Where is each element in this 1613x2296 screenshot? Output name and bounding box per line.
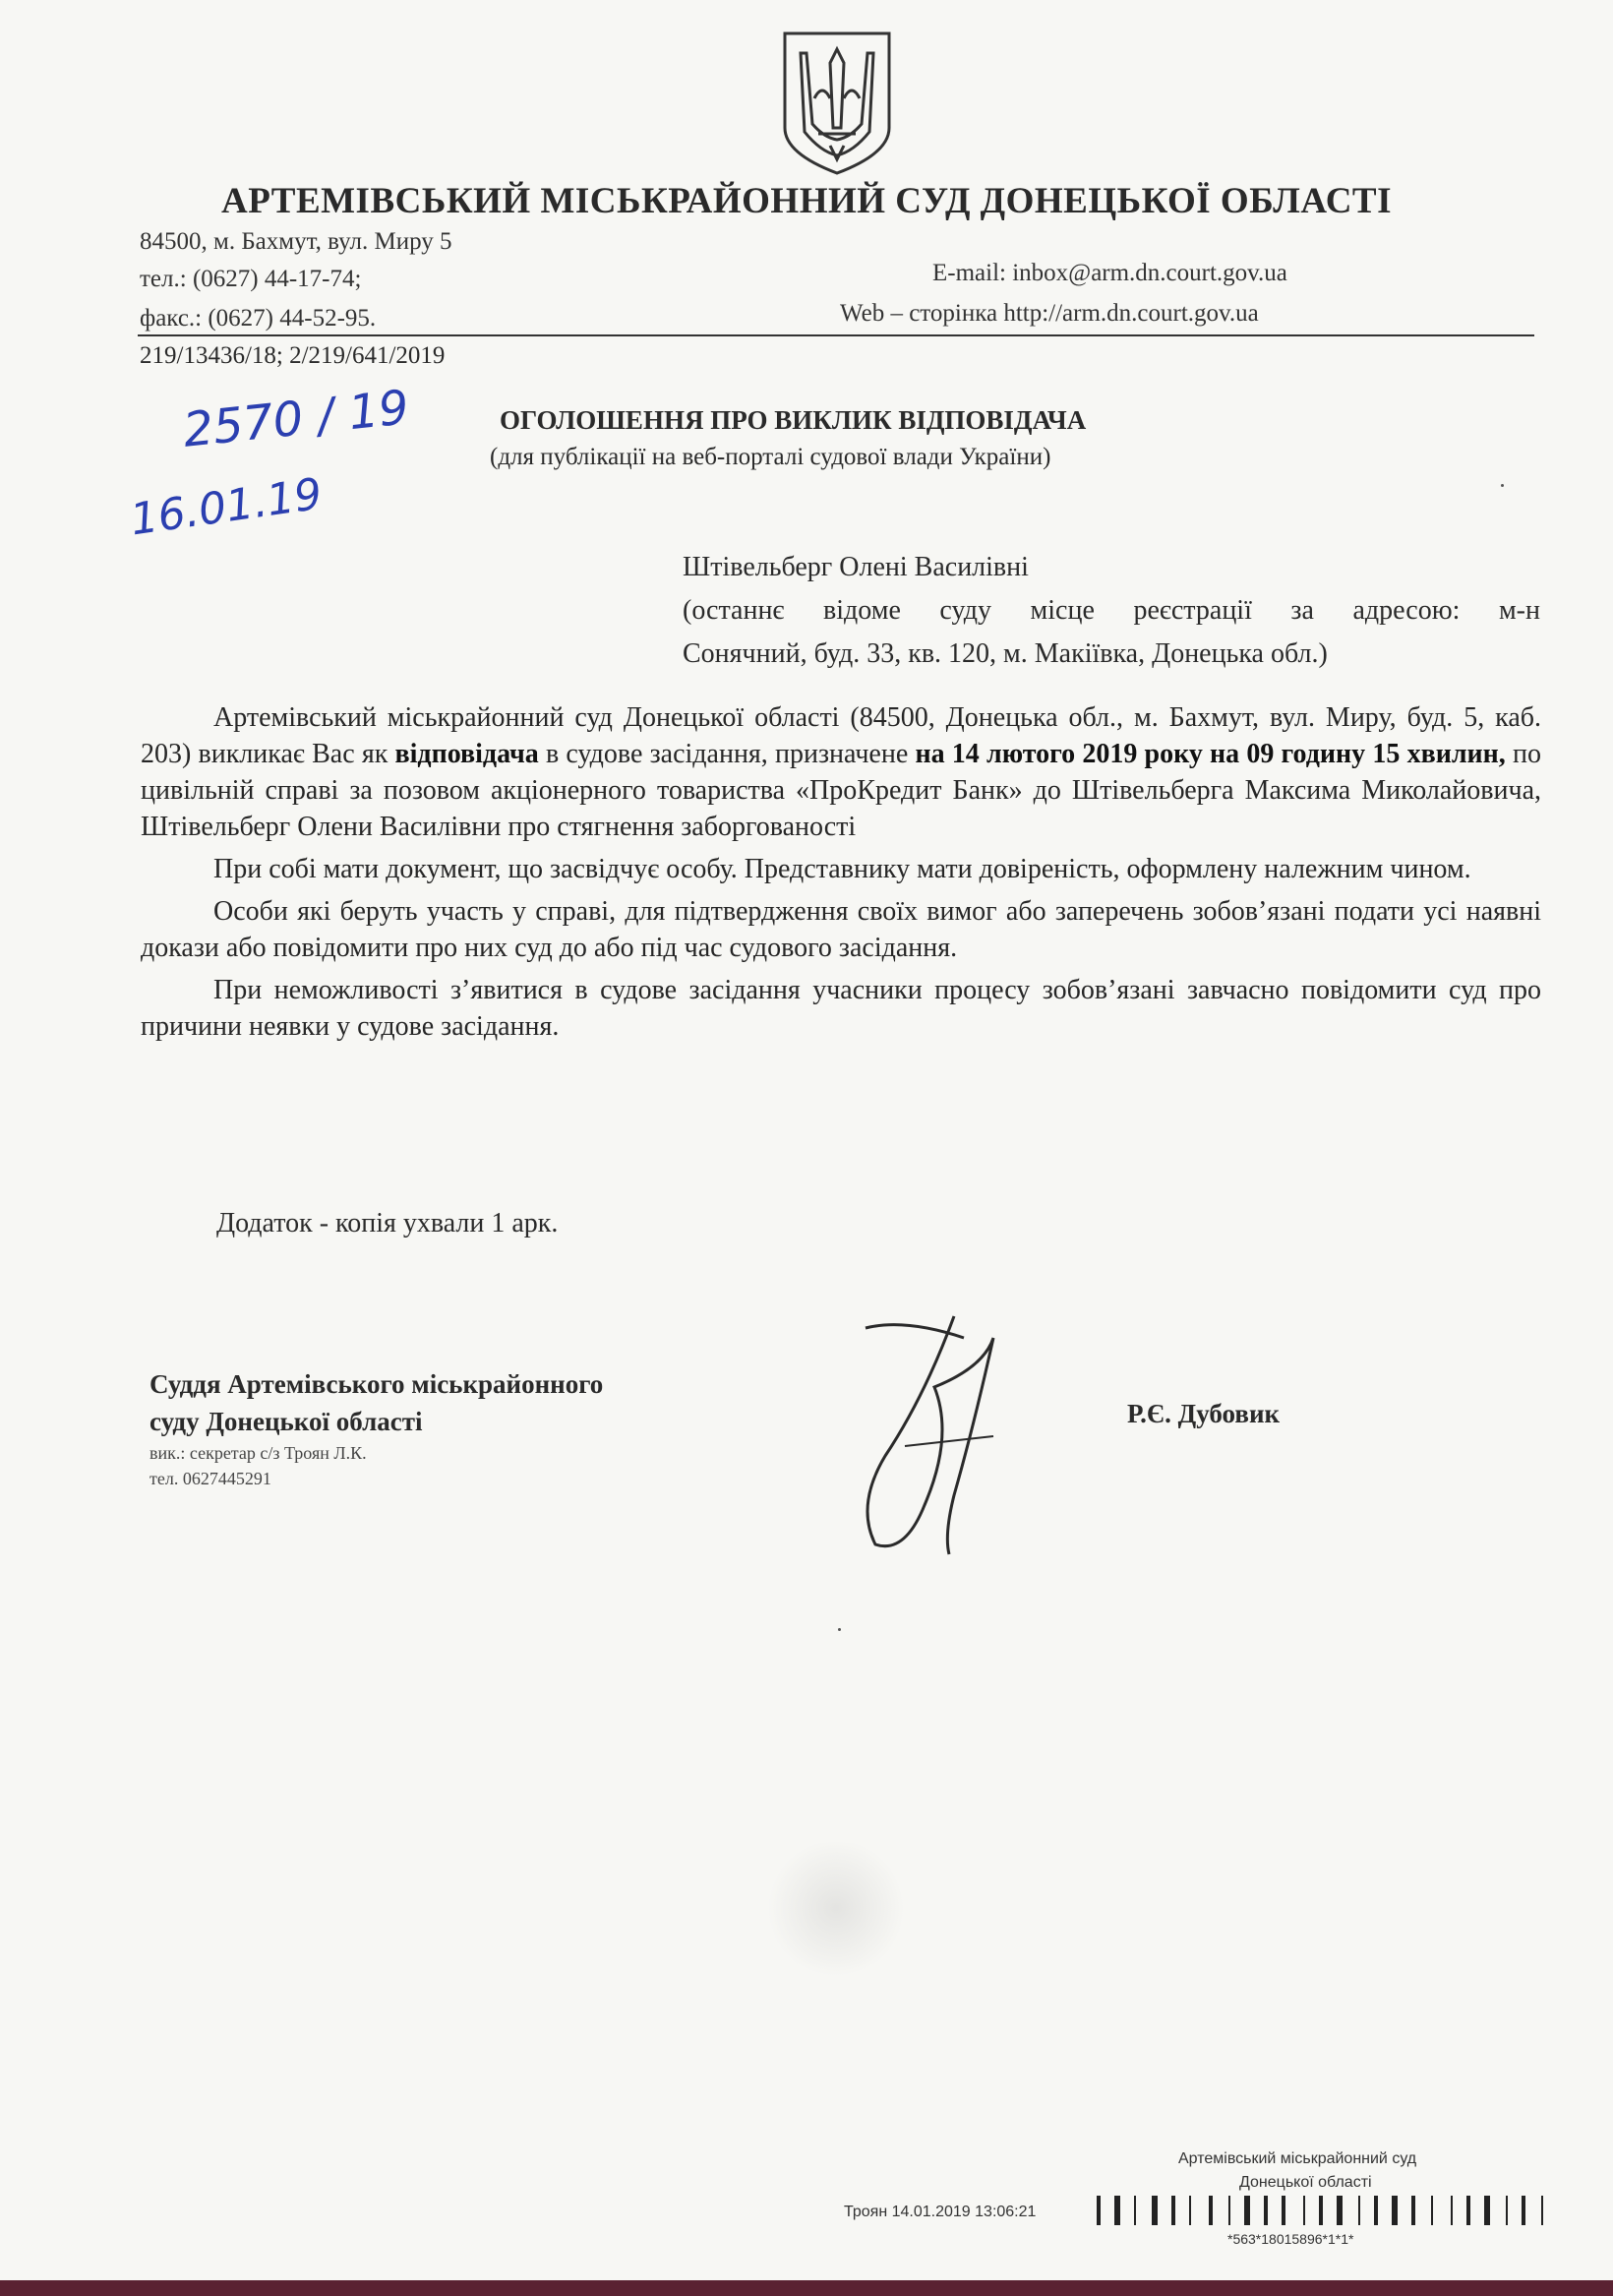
barcode-bar (1522, 2196, 1525, 2225)
court-name: АРТЕМІВСЬКИЙ МІСЬКРАЙОННИЙ СУД ДОНЕЦЬКОЇ ОБЛАСТІ (221, 181, 1392, 221)
scan-smudge (767, 1840, 905, 1977)
barcode-bar (1189, 2196, 1191, 2225)
handwritten-date: 16.01.19 (127, 468, 326, 546)
stamp-court-line: Донецької області (1239, 2174, 1372, 2191)
scan-speck (1501, 484, 1504, 487)
body-paragraph: При неможливості з’явитися в судове засідання учасники процесу зобов’язані завчасно повідомити суд про причини неявки у судове засідання. (141, 975, 1541, 1042)
court-address: 84500, м. Бахмут, вул. Миру 5 (140, 228, 452, 255)
handwritten-signature (846, 1308, 1023, 1564)
barcode-bar (1282, 2196, 1285, 2225)
body-paragraph: Особи які беруть участь у справі, для підтвердження своїх вимог або заперечень зобов’язані подати усі наявні докази або повідомити про них суд до або під час судового засідання. (141, 896, 1541, 963)
court-phone: тел.: (0627) 44-17-74; (140, 266, 362, 292)
stamp-court-line: Артемівський міськрайонний суд (1178, 2150, 1417, 2167)
judge-title (149, 1365, 603, 1491)
notice-subtitle: (для публікації на веб-порталі судової влади України) (490, 444, 1051, 470)
barcode-bar (1451, 2196, 1453, 2225)
barcode-bar (1506, 2196, 1508, 2225)
barcode-bar (1303, 2196, 1305, 2225)
barcode-bar (1228, 2196, 1230, 2225)
barcode (1097, 2196, 1559, 2231)
court-website: Web – сторінка http://arm.dn.court.gov.ua (840, 300, 1259, 327)
addressee-block (683, 546, 1540, 676)
barcode-bar (1114, 2196, 1120, 2225)
barcode-bar (1374, 2196, 1378, 2225)
barcode-bar (1171, 2196, 1175, 2225)
addressee-address-line: Сонячний, буд. 33, кв. 120, м. Макіївка, Донецька обл.) (683, 638, 1328, 669)
barcode-bar (1319, 2196, 1323, 2225)
body-paragraph: При собі мати документ, що засвідчує особу. Представнику мати довіреність, оформлену належним чином. (213, 854, 1471, 884)
barcode-bar (1484, 2196, 1490, 2225)
ukraine-trident-icon (779, 30, 895, 177)
barcode-bar (1358, 2196, 1360, 2225)
barcode-bar (1466, 2196, 1470, 2225)
stamp-clerk-time: Троян 14.01.2019 13:06:21 (844, 2204, 1037, 2220)
addressee-name: Штівельберг Олені Василівні (683, 552, 1029, 582)
judge-title-line: Суддя Артемівського міськрайонного (149, 1369, 604, 1399)
barcode-bar (1541, 2196, 1543, 2225)
scan-bottom-edge (0, 2280, 1613, 2296)
notice-title: ОГОЛОШЕННЯ ПРО ВИКЛИК ВІДПОВІДАЧА (500, 405, 1087, 435)
barcode-bar (1264, 2196, 1268, 2225)
barcode-bar (1209, 2196, 1213, 2225)
executor-note: вик.: секретар с/з Троян Л.К. (149, 1443, 367, 1463)
barcode-bar (1097, 2196, 1101, 2225)
barcode-bar (1411, 2196, 1415, 2225)
notice-body (141, 699, 1541, 1051)
handwritten-reg-number: 2570 / 19 (180, 380, 412, 458)
barcode-bar (1392, 2196, 1398, 2225)
judge-title-line: суду Донецької області (149, 1407, 423, 1436)
judge-name: Р.Є. Дубовик (1127, 1399, 1281, 1428)
barcode-bar (1337, 2196, 1343, 2225)
attachment-note: Додаток - копія ухвали 1 арк. (216, 1208, 559, 1239)
court-email: E-mail: inbox@arm.dn.court.gov.ua (932, 260, 1287, 286)
addressee-address-line: (останнє відоме суду місце реєстрації за адресою: м-н (683, 595, 1540, 626)
barcode-text: *563*18015896*1*1* (1227, 2231, 1354, 2247)
barcode-bar (1244, 2196, 1250, 2225)
scan-speck (838, 1628, 841, 1631)
barcode-bar (1152, 2196, 1158, 2225)
header-divider (138, 334, 1534, 336)
executor-phone: тел. 0627445291 (149, 1469, 271, 1488)
body-paragraph: Артемівський міськрайонний суд Донецької області (84500, Донецька обл., м. Бахмут, вул. Миру, буд. 5, каб. 203) викликає Вас як відповідача в судове засідання, призначене на 14 лютого 2019 року на 09 годину 15 хвилин, по цивільній справі за позовом акціонерного товариства «ПроКредит Банк» до Штівельберга Максима Миколайовича, Штівельберг Олени Василівни про стягнення заборгованості (141, 702, 1541, 842)
case-numbers: 219/13436/18; 2/219/641/2019 (140, 342, 446, 369)
court-fax: факс.: (0627) 44-52-95. (140, 305, 377, 332)
barcode-bar (1431, 2196, 1433, 2225)
barcode-bar (1134, 2196, 1136, 2225)
